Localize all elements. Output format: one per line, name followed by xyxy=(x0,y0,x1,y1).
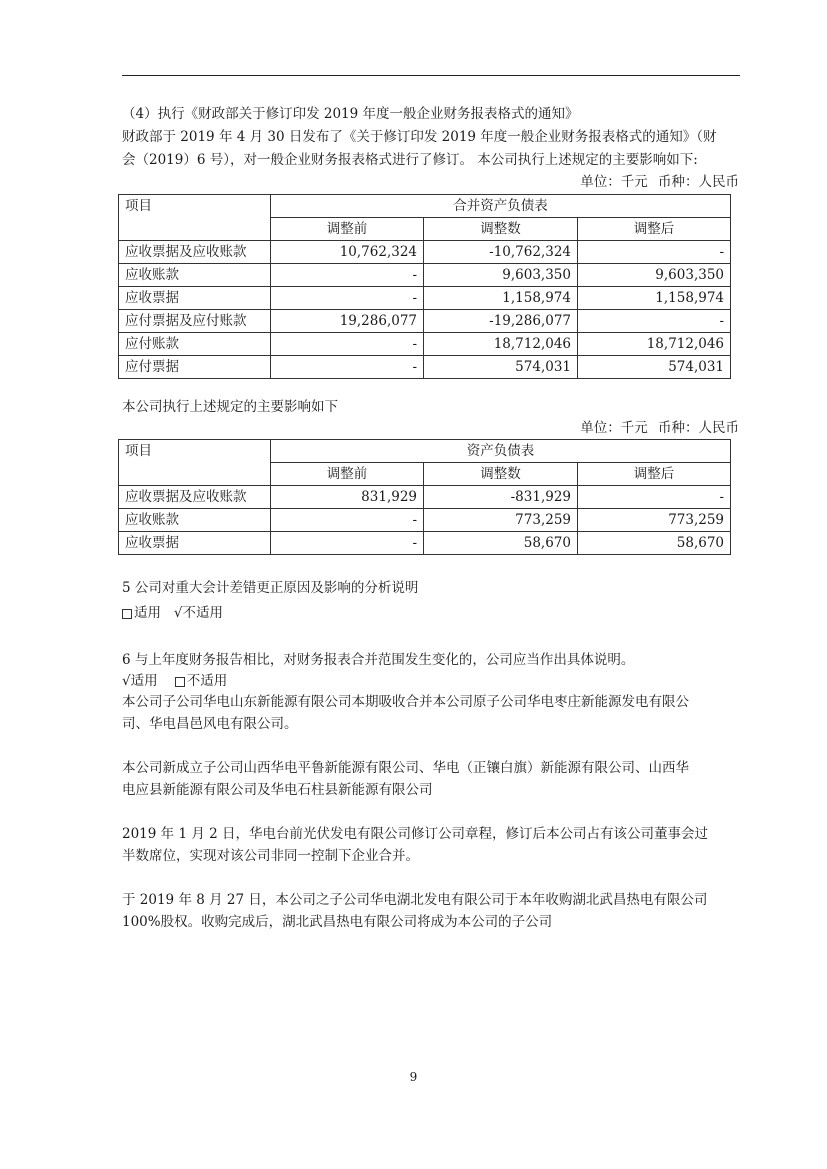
value-before: 831,929 xyxy=(271,486,424,509)
group-header: 资产负债表 xyxy=(271,440,731,463)
value-adjust: 773,259 xyxy=(424,509,578,532)
value-after: - xyxy=(578,486,731,509)
row-label: 应付票据及应付账款 xyxy=(119,310,271,333)
col-header-before: 调整前 xyxy=(271,218,424,241)
value-after: 18,712,046 xyxy=(578,333,731,356)
unit-label-2: 单位：千元 币种：人民币 xyxy=(580,420,739,436)
item-header: 项目 xyxy=(119,195,271,241)
option-not-applicable: 不适用 xyxy=(186,673,228,689)
col-header-after: 调整后 xyxy=(578,218,731,241)
checkbox-empty-icon xyxy=(175,677,185,687)
table-row xyxy=(119,356,731,379)
unit-label-1: 单位：千元 币种：人民币 xyxy=(580,174,739,190)
section4-paragraph-line1: 财政部于 2019 年 4 月 30 日发布了《关于修订印发 2019 年度一般企业财务报表格式的通知》（财 xyxy=(122,129,717,145)
section6-options xyxy=(122,671,227,691)
page-number: 9 xyxy=(409,1070,418,1084)
value-adjust: -10,762,324 xyxy=(424,241,578,264)
table-row xyxy=(119,532,731,555)
row-label: 应付账款 xyxy=(119,333,271,356)
value-after: 58,670 xyxy=(578,532,731,555)
value-adjust: 58,670 xyxy=(424,532,578,555)
section5-title: 5 公司对重大会计差错更正原因及影响的分析说明 xyxy=(122,580,419,596)
option-applicable: 适用 xyxy=(134,605,161,621)
section6-paragraph4-line2: 100%股权。收购完成后，湖北武昌热电有限公司将成为本公司的子公司 xyxy=(122,914,553,930)
value-before: 10,762,324 xyxy=(271,241,424,264)
value-adjust: 1,158,974 xyxy=(424,287,578,310)
section6-paragraph3-line1: 2019 年 1 月 2 日，华电台前光伏发电有限公司修订公司章程，修订后本公司占有该公司董事会过 xyxy=(122,826,708,842)
section6-paragraph2-line1: 本公司新成立子公司山西华电平鲁新能源有限公司、华电（正镶白旗）新能源有限公司、山西华 xyxy=(122,760,689,776)
value-adjust: 9,603,350 xyxy=(424,264,578,287)
value-before: - xyxy=(271,333,424,356)
col-header-adjust: 调整数 xyxy=(424,463,578,486)
item-header: 项目 xyxy=(119,440,271,486)
col-header-before: 调整前 xyxy=(271,463,424,486)
value-after: 1,158,974 xyxy=(578,287,731,310)
balance-sheet-table xyxy=(118,439,731,555)
section6-paragraph1-line1: 本公司子公司华电山东新能源有限公司本期吸收合并本公司原子公司华电枣庄新能源发电有限公 xyxy=(122,694,689,710)
value-adjust: -831,929 xyxy=(424,486,578,509)
row-label: 应收票据及应收账款 xyxy=(119,241,271,264)
table-row xyxy=(119,287,731,310)
row-label: 应收票据及应收账款 xyxy=(119,486,271,509)
option-not-applicable: √不适用 xyxy=(173,605,223,621)
section4-paragraph-line2: 会（2019）6 号），对一般企业财务报表格式进行了修订。 本公司执行上述规定的主要影响如下: xyxy=(122,152,698,168)
value-after: 9,603,350 xyxy=(578,264,731,287)
col-header-adjust: 调整数 xyxy=(424,218,578,241)
table-row xyxy=(119,264,731,287)
option-applicable: √适用 xyxy=(122,673,158,689)
row-label: 应收票据 xyxy=(119,532,271,555)
row-label: 应收票据 xyxy=(119,287,271,310)
checkbox-empty-icon xyxy=(122,609,132,619)
section6-paragraph1-line2: 司、华电昌邑风电有限公司。 xyxy=(122,716,298,732)
value-after: - xyxy=(578,310,731,333)
section5-options xyxy=(122,603,223,623)
value-after: 773,259 xyxy=(578,509,731,532)
value-before: - xyxy=(271,264,424,287)
value-before: - xyxy=(271,509,424,532)
section4-title: （4）执行《财政部关于修订印发 2019 年度一般企业财务报表格式的通知》 xyxy=(122,106,579,122)
value-adjust: 18,712,046 xyxy=(424,333,578,356)
row-label: 应付票据 xyxy=(119,356,271,379)
row-label: 应收账款 xyxy=(119,509,271,532)
value-adjust: -19,286,077 xyxy=(424,310,578,333)
group-header: 合并资产负债表 xyxy=(271,195,731,218)
section6-paragraph2-line2: 电应县新能源有限公司及华电石柱县新能源有限公司 xyxy=(122,782,433,798)
consolidated-balance-sheet-table xyxy=(118,194,731,379)
value-before: - xyxy=(271,287,424,310)
header-rule xyxy=(122,75,740,76)
value-after: - xyxy=(578,241,731,264)
table-row xyxy=(119,509,731,532)
section6-paragraph3-line2: 半数席位，实现对该公司非同一控制下企业合并。 xyxy=(122,848,419,864)
value-before: - xyxy=(271,532,424,555)
value-before: - xyxy=(271,356,424,379)
section6-paragraph4-line1: 于 2019 年 8 月 27 日，本公司之子公司华电湖北发电有限公司于本年收购湖北武昌热电有限公司 xyxy=(122,892,708,908)
table-row xyxy=(119,310,731,333)
company-intro: 本公司执行上述规定的主要影响如下 xyxy=(122,399,338,415)
value-adjust: 574,031 xyxy=(424,356,578,379)
section6-title: 6 与上年度财务报告相比，对财务报表合并范围发生变化的，公司应当作出具体说明。 xyxy=(122,652,635,668)
value-after: 574,031 xyxy=(578,356,731,379)
col-header-after: 调整后 xyxy=(578,463,731,486)
value-before: 19,286,077 xyxy=(271,310,424,333)
row-label: 应收账款 xyxy=(119,264,271,287)
table-row xyxy=(119,486,731,509)
table-row xyxy=(119,333,731,356)
table-row xyxy=(119,241,731,264)
